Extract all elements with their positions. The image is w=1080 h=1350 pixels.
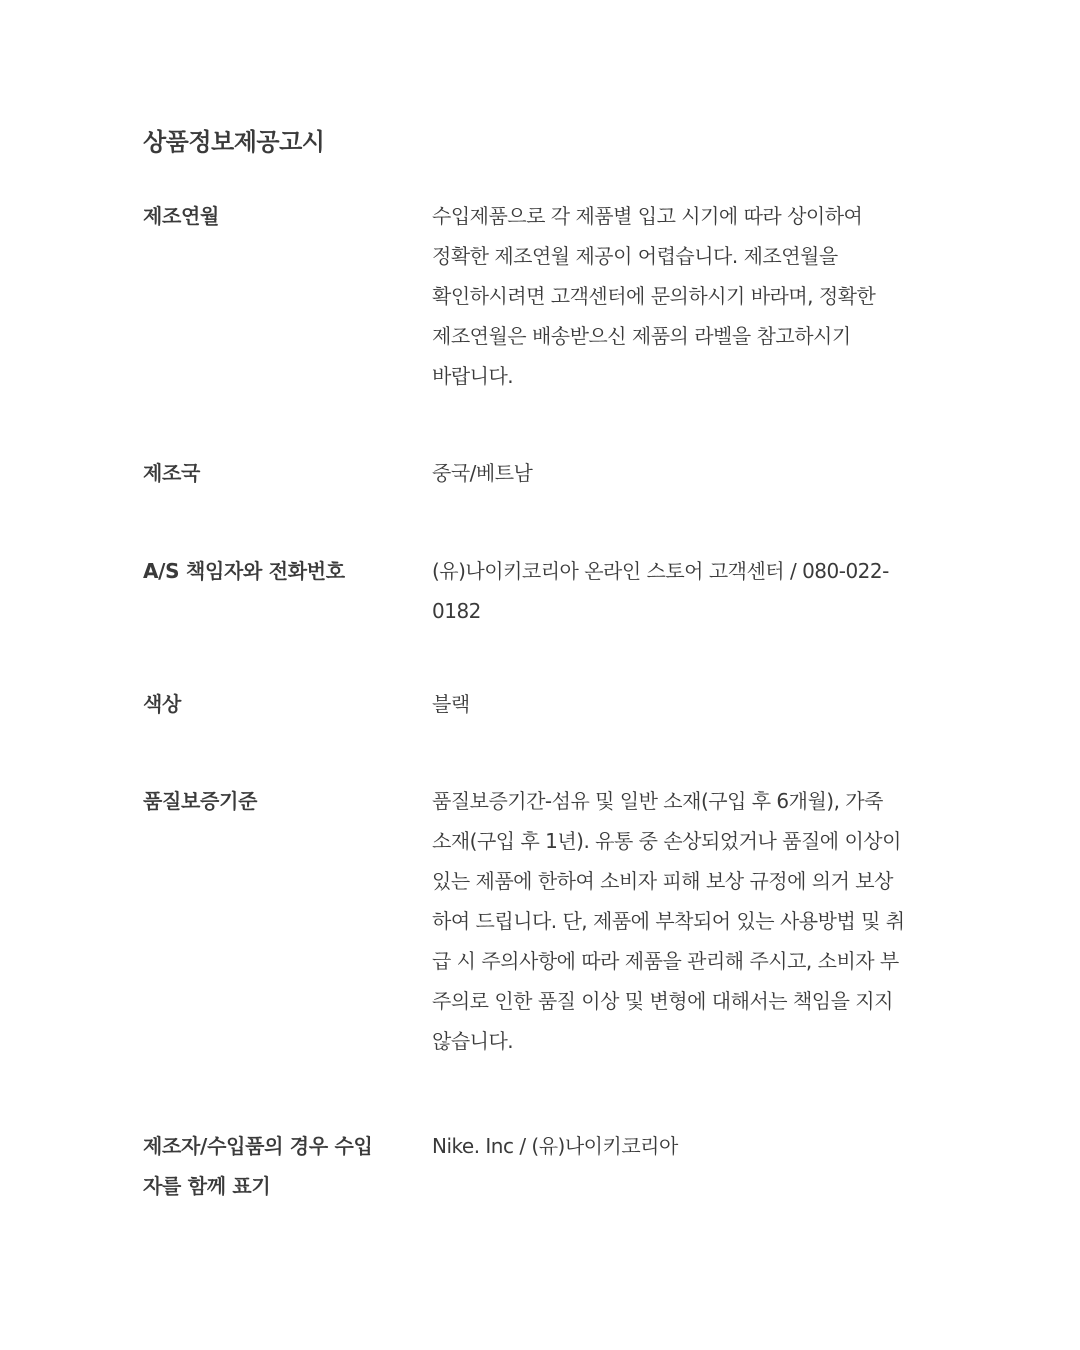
value-line: 중국/베트남 xyxy=(432,461,533,485)
page-title: 상품정보제공고시 xyxy=(143,128,325,156)
row-label: 제조연월 xyxy=(143,204,220,228)
value-line: 있는 제품에 한하여 소비자 피해 보상 규정에 의거 보상 xyxy=(432,869,893,893)
row-value xyxy=(432,684,940,724)
value-line: 주의로 인한 품질 이상 및 변형에 대해서는 책임을 지지 xyxy=(432,989,893,1013)
value-line: 하여 드립니다. 단, 제품에 부착되어 있는 사용방법 및 취 xyxy=(432,909,905,933)
row-label: 제조국 xyxy=(143,461,201,485)
row-value xyxy=(432,781,940,1061)
value-line: 수입제품으로 각 제품별 입고 시기에 따라 상이하여 xyxy=(432,204,863,228)
row-value xyxy=(432,453,940,493)
value-line: 급 시 주의사항에 따라 제품을 관리해 주시고, 소비자 부 xyxy=(432,949,899,973)
label-line: 제조자/수입품의 경우 수입 xyxy=(143,1134,373,1158)
row-value xyxy=(432,1126,940,1166)
row-value xyxy=(432,196,940,396)
label-line: 자를 함께 표기 xyxy=(143,1174,271,1198)
value-line: 바랍니다. xyxy=(432,364,514,388)
row-label: A/S 책임자와 전화번호 xyxy=(143,559,345,583)
row-label: 색상 xyxy=(143,692,182,716)
row-value xyxy=(432,551,940,631)
value-line: 0182 xyxy=(432,599,481,623)
value-line: 정확한 제조연월 제공이 어렵습니다. 제조연월을 xyxy=(432,244,838,268)
value-line: Nike. Inc / (유)나이키코리아 xyxy=(432,1134,678,1158)
value-line: 품질보증기간-섬유 및 일반 소재(구입 후 6개월), 가죽 xyxy=(432,789,883,813)
value-line: 제조연월은 배송받으신 제품의 라벨을 참고하시기 xyxy=(432,324,851,348)
value-line: 않습니다. xyxy=(432,1029,514,1053)
value-line: 확인하시려면 고객센터에 문의하시기 바라며, 정확한 xyxy=(432,284,876,308)
row-label xyxy=(143,1126,403,1206)
value-line: 소재(구입 후 1년). 유통 중 손상되었거나 품질에 이상이 xyxy=(432,829,901,853)
value-line: 블랙 xyxy=(432,692,470,716)
row-label: 품질보증기준 xyxy=(143,789,258,813)
value-line: (유)나이키코리아 온라인 스토어 고객센터 / 080-022- xyxy=(432,559,889,583)
